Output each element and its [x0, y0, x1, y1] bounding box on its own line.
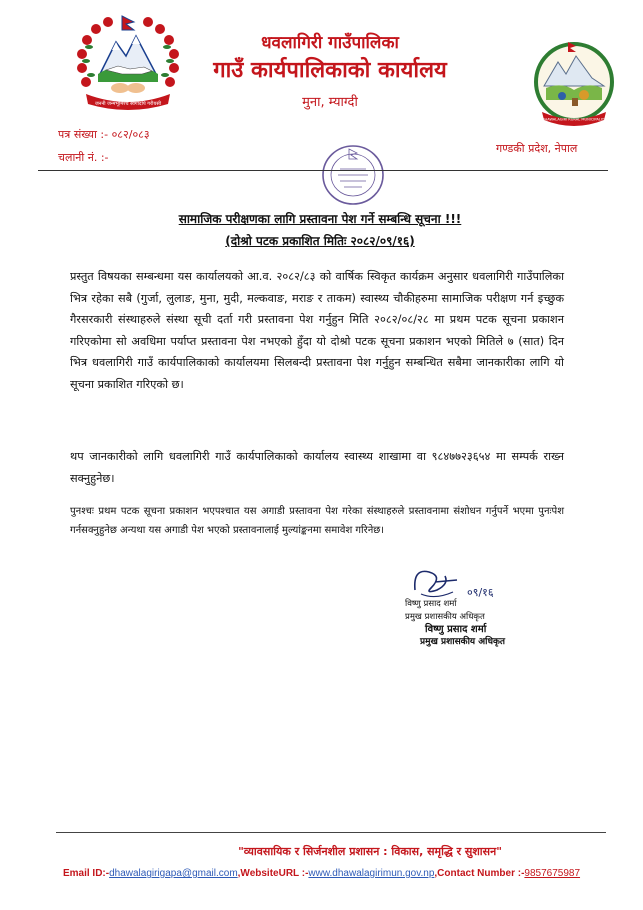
- signatory-title-stamp: प्रमुख प्रशासकीय अधिकृत: [420, 637, 506, 647]
- footer-divider: [56, 832, 606, 833]
- reference-number: पत्र संख्या :- ०८२/०८३: [58, 128, 150, 141]
- contact-line: [10, 868, 633, 879]
- office-title: गाउँ कार्यपालिकाको कार्यालय: [213, 58, 447, 83]
- svg-text:०९/१६: ०९/१६: [467, 586, 494, 599]
- municipality-logo: [532, 38, 616, 130]
- footer-slogan: "व्यावसायिक र सिर्जनशील प्रशासन : विकास, समृद्धि र सुशासन": [238, 845, 502, 858]
- organization-name: धवलागिरी गाउँपालिका: [261, 33, 399, 53]
- website-label: ,WebsiteURL :-: [237, 868, 309, 879]
- email-link[interactable]: dhawalagirigapa@gmail.com: [109, 868, 238, 879]
- notice-subtitle: (दोश्रो पटक प्रकाशित मितिः २०८२/०९/१६): [225, 234, 415, 248]
- signatory-name-stamp: विष्णु प्रसाद शर्मा: [425, 624, 487, 635]
- header-divider: [38, 170, 608, 171]
- signatory-name: विष्णु प्रसाद शर्मा: [405, 599, 457, 609]
- svg-text:DHAWALAGIRI RURAL MUNICIPALITY: DHAWALAGIRI RURAL MUNICIPALITY: [541, 117, 607, 122]
- email-label: Email ID:-: [62, 868, 110, 879]
- office-address: मुना, म्याग्दी: [302, 95, 358, 110]
- office-stamp: [318, 141, 388, 207]
- postscript-paragraph: पुनश्चः प्रथम पटक सूचना प्रकाशन भएपश्चात यस अगाडी प्रस्तावना पेश गरेका संस्थाहरुले प्रस्तावनामा संशोधन गर्नुपर्ने भएमा पुनःपेश गर्नसक्नुहुनेछ अन्यथा यस अगाडी पेश भएको प्रस्तावनालाई मुल्यांङ्कनमा समावेश गरिनेछ।: [70, 506, 564, 536]
- notice-title: सामाजिक परीक्षणका लागि प्रस्तावना पेश गर्ने सम्बन्धि सूचना !!!: [178, 212, 462, 226]
- dispatch-number: चलानी नं. :-: [58, 151, 109, 164]
- notice-body-paragraph: प्रस्तुत विषयका सम्बन्धमा यस कार्यालयको आ.व. २०८२/८३ को वार्षिक स्विकृत कार्यक्रम अनुसार धवलागिरी गाउँपालिका भित्र रहेका सबै (गुर्जा, लुलाङ, मुना, मुदी, मल्कवाङ, मराङ र ताकम) स्वास्थ्य चौकीहरुमा सामाजिक परीक्षण गर्न इच्छुक गैरसरकारी संस्थाहरुले संस्था सूची दर्ता गरी प्रस्तावना पेश गर्नुहुन मिति २०८२/०८/२८ मा प्रथम पटक सूचना प्रकाशन गरिएकोमा सो अवधिमा पर्याप्त प्रस्तावना पेश नभएको हुँदा यो दोश्रो पटक सूचना प्रकाशन भएको मितिले ७ (सात) दिन भित्र धवलागिरी गाउँ कार्यपालिकाको कार्यालयमा सिलबन्दी प्रस्तावना पेश गर्नुहुन सम्बन्धित सबैमा जानकारीका लागि यो सूचना प्रकाशित गरिएको छ।: [70, 270, 564, 391]
- phone-link[interactable]: 9857675987: [524, 868, 581, 879]
- contact-number-label: ,Contact Number :-: [434, 868, 525, 879]
- signatory-title: प्रमुख प्रशासकीय अधिकृत: [405, 612, 485, 622]
- website-link[interactable]: www.dhawalagirimun.gov.np: [308, 868, 435, 879]
- contact-paragraph: थप जानकारीको लागि धवलागिरी गाउँ कार्यपालिकाको कार्यालय स्वास्थ्य शाखामा वा ९८४७७२३६५४ मा सम्पर्क राख्न सक्नुहुनेछ।: [70, 450, 564, 485]
- province-label: गण्डकी प्रदेश, नेपाल: [496, 142, 578, 155]
- svg-text:जननी जन्मभूमिश्च स्वर्गादपि गर: जननी जन्मभूमिश्च स्वर्गादपि गरीयसी: [94, 101, 162, 107]
